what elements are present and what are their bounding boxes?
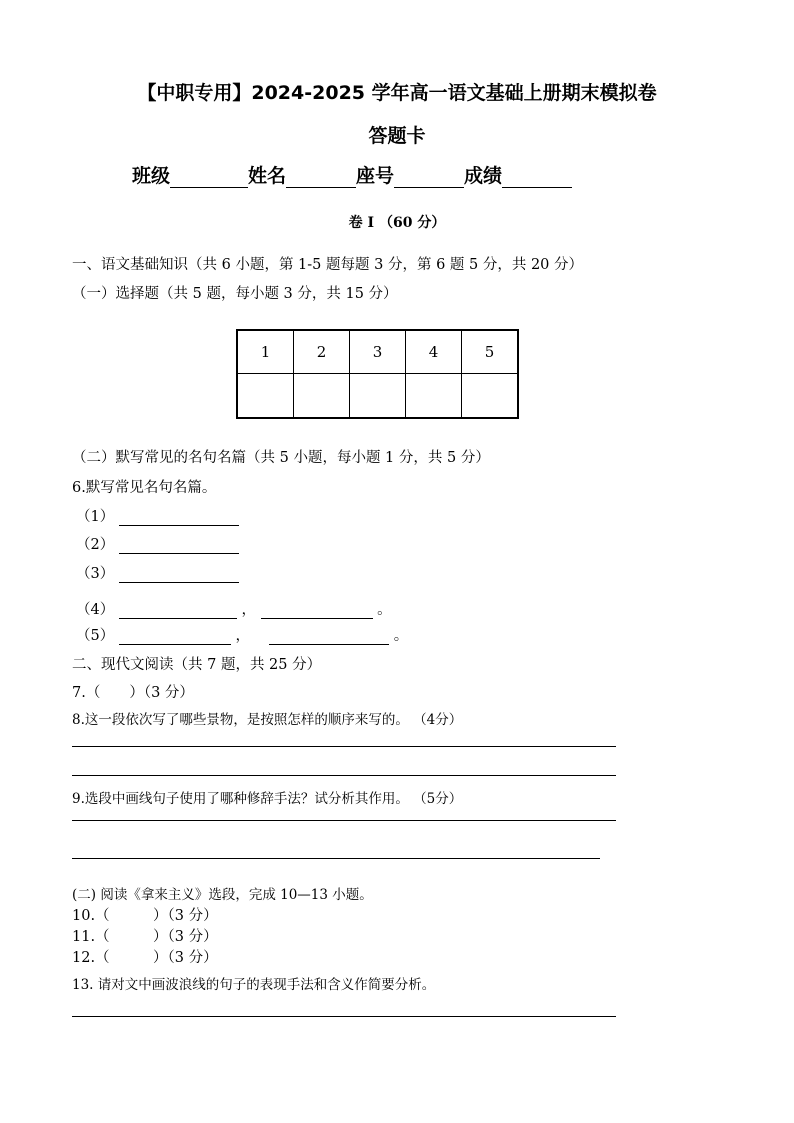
part1-sub2-heading: （二）默写常见的名句名篇（共 5 小题，每小题 1 分，共 5 分）	[72, 450, 490, 466]
comma: ，	[235, 628, 250, 644]
table-header-cell: 5	[462, 330, 519, 374]
q6-answer-blank[interactable]	[119, 568, 239, 583]
exam-title: 【中职专用】2024-2025 学年高一语文基础上册期末模拟卷	[137, 82, 657, 104]
q9-answer-line[interactable]	[72, 858, 600, 859]
q8-answer-line[interactable]	[72, 746, 616, 747]
q6-item-1	[76, 505, 239, 526]
table-header-cell: 3	[350, 330, 406, 374]
question-11[interactable]: 11.（ ）（3 分）	[72, 929, 218, 945]
name-field[interactable]	[286, 167, 356, 188]
q6-item-label: （3）	[76, 566, 115, 582]
choice-answer-table	[236, 329, 519, 419]
q6-answer-blank[interactable]	[119, 604, 237, 619]
question-8-prompt: 8.这一段依次写了哪些景物，是按照怎样的顺序来写的。 （4分）	[72, 712, 463, 728]
q6-item-4	[76, 598, 392, 619]
class-field[interactable]	[170, 167, 248, 188]
q8-answer-line[interactable]	[72, 775, 616, 776]
q6-answer-blank[interactable]	[119, 539, 239, 554]
volume-heading: 卷 I （60 分）	[348, 215, 446, 231]
q6-item-2	[76, 533, 239, 554]
q6-answer-blank[interactable]	[119, 630, 231, 645]
name-label: 姓名	[248, 165, 287, 187]
answer-cell-3[interactable]	[350, 374, 406, 419]
part2-sub2-heading: (二) 阅读《拿来主义》选段，完成 10—13 小题。	[72, 887, 373, 903]
question-6-prompt: 6.默写常见名句名篇。	[72, 480, 217, 496]
q6-item-5	[76, 624, 408, 645]
answer-cell-1[interactable]	[237, 374, 294, 419]
q6-answer-blank[interactable]	[261, 604, 373, 619]
question-10[interactable]: 10.（ ）（3 分）	[72, 908, 218, 924]
seat-label: 座号	[356, 165, 395, 187]
comma: ，	[241, 602, 256, 618]
answer-cell-4[interactable]	[406, 374, 462, 419]
table-header-cell: 1	[237, 330, 294, 374]
q6-answer-blank[interactable]	[119, 511, 239, 526]
part1-sub1-heading: （一）选择题（共 5 题，每小题 3 分，共 15 分）	[72, 286, 398, 302]
part1-heading: 一、语文基础知识（共 6 小题，第 1-5 题每题 3 分，第 6 题 5 分，共 20 分）	[72, 257, 584, 273]
part2-heading: 二、现代文阅读（共 7 题，共 25 分）	[72, 657, 322, 673]
class-label: 班级	[132, 165, 171, 187]
q6-item-3	[76, 562, 239, 583]
q6-item-label: （5）	[76, 628, 115, 644]
table-header-cell: 4	[406, 330, 462, 374]
q13-answer-line[interactable]	[72, 1016, 616, 1017]
question-7[interactable]: 7.（ ）（3 分）	[72, 685, 194, 701]
question-12[interactable]: 12.（ ）（3 分）	[72, 950, 218, 966]
answer-cell-2[interactable]	[294, 374, 350, 419]
q6-item-label: （1）	[76, 509, 115, 525]
seat-field[interactable]	[394, 167, 464, 188]
q6-item-label: （2）	[76, 537, 115, 553]
q6-item-label: （4）	[76, 602, 115, 618]
period: 。	[377, 602, 392, 618]
answer-sheet-subtitle: 答题卡	[368, 125, 426, 147]
q9-answer-line[interactable]	[72, 820, 616, 821]
period: 。	[393, 628, 409, 644]
score-field[interactable]	[502, 167, 572, 188]
question-9-prompt: 9.选段中画线句子使用了哪种修辞手法？试分析其作用。 （5分）	[72, 791, 463, 807]
q6-answer-blank[interactable]	[269, 630, 389, 645]
table-header-cell: 2	[294, 330, 350, 374]
question-13-prompt: 13. 请对文中画波浪线的句子的表现手法和含义作简要分析。	[72, 977, 436, 993]
score-label: 成绩	[464, 165, 503, 187]
answer-cell-5[interactable]	[462, 374, 519, 419]
student-info-row	[132, 161, 572, 188]
